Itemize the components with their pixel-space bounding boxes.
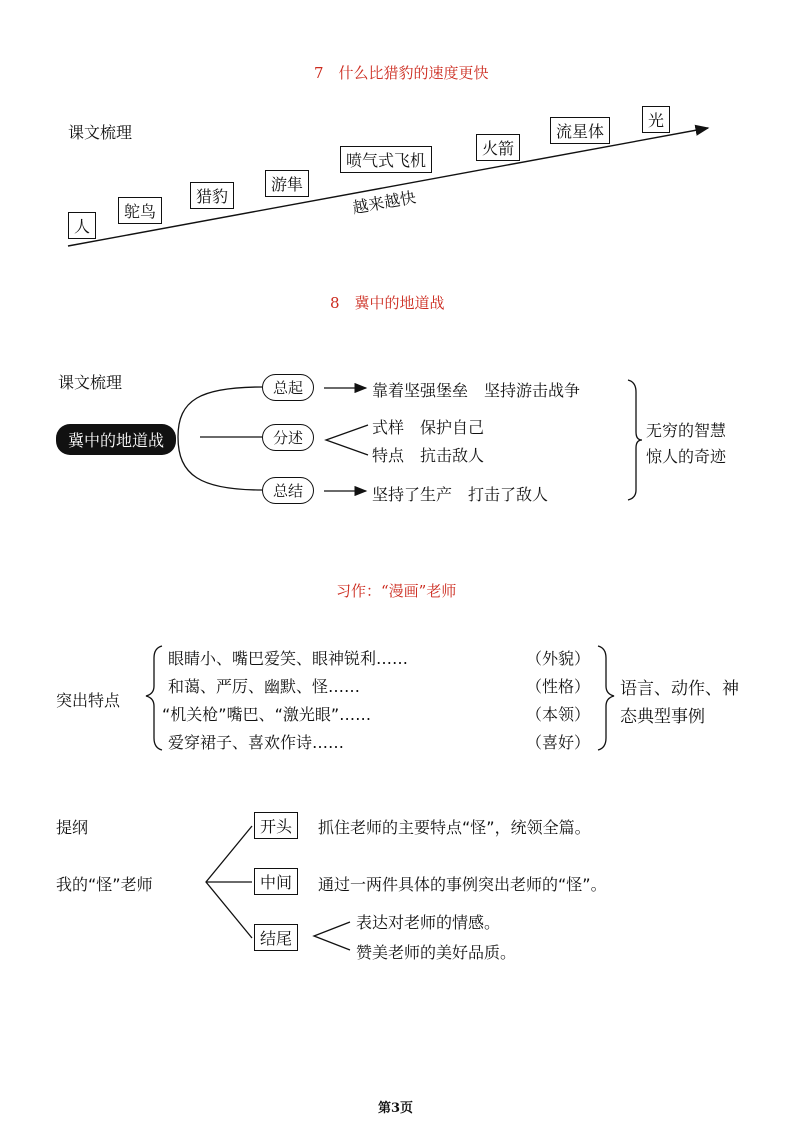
feature-row-text: 和蔼、严厉、幽默、怪…… [168,677,361,696]
sec8-center-node: 冀中的地道战 [56,424,176,455]
end-text-a: 表达对老师的情感。 [356,913,501,932]
speed-item-ostrich: 鸵鸟 [118,197,162,224]
part-middle: 中间 [254,868,298,895]
feature-row-text: 眼睛小、嘴巴爱笑、眼神锐利…… [168,649,409,668]
detail-text-a: 式样 保护自己 [372,418,485,437]
speed-item-rocket: 火箭 [476,134,520,161]
speed-item-light: 光 [642,106,670,133]
outline-label: 提纲 [56,818,89,837]
summary-text: 坚持了生产 打击了敌人 [372,485,549,504]
fork-n2 [326,425,368,455]
part-end: 结尾 [254,924,298,951]
node-detail: 分述 [262,424,314,451]
brace-left [146,646,162,750]
speed-item-meteor: 流星体 [550,117,610,144]
middle-text: 通过一两件具体的事例突出老师的“怪”。 [318,875,607,894]
feature-row-text: 爱穿裙子、喜欢作诗…… [168,733,345,752]
brace-sec8 [628,380,642,500]
sec8-summary-b: 惊人的奇迹 [646,447,727,466]
sec7-label: 课文梳理 [68,123,133,142]
feature-summary-a: 语言、动作、神 [620,679,739,699]
feature-row-tag: （喜好） [526,733,591,752]
sec7-title: 7 什么比猎豹的速度更快 [314,64,489,82]
speed-item-falcon: 游隼 [265,170,309,197]
feature-row-text: “机关枪”嘴巴、“激光眼”…… [162,705,372,724]
writing-title: 习作：“漫画”老师 [336,582,457,600]
end-text-b: 赞美老师的美好品质。 [356,943,517,962]
outline-root: 我的“怪”老师 [56,875,153,894]
speed-item-cheetah: 猎豹 [190,182,234,209]
fork-end [314,922,350,950]
sec8-title: 8 冀中的地道战 [330,294,445,312]
sec8-summary-a: 无穷的智慧 [646,421,727,440]
node-summary: 总结 [262,477,314,504]
feature-label: 突出特点 [56,691,121,710]
branch-top [178,387,262,437]
feature-row-tag: （本领） [526,705,591,724]
brace-right [598,646,614,750]
part-start: 开头 [254,812,298,839]
speed-item-person: 人 [68,212,96,239]
sec8-label: 课文梳理 [58,373,123,392]
feature-row-tag: （外貌） [526,649,591,668]
branch-bottom [178,437,262,490]
intro-text: 靠着坚强堡垒 坚持游击战争 [372,381,581,400]
page-number: 第3页 [378,1101,414,1116]
arrow-label: 越来越快 [351,187,418,218]
speed-item-jet: 喷气式飞机 [340,146,432,173]
feature-summary-b: 态典型事例 [620,707,705,727]
detail-text-b: 特点 抗击敌人 [372,446,485,465]
feature-row-tag: （性格） [526,677,591,696]
start-text: 抓住老师的主要特点“怪”，统领全篇。 [318,818,591,837]
node-intro: 总起 [262,374,314,401]
